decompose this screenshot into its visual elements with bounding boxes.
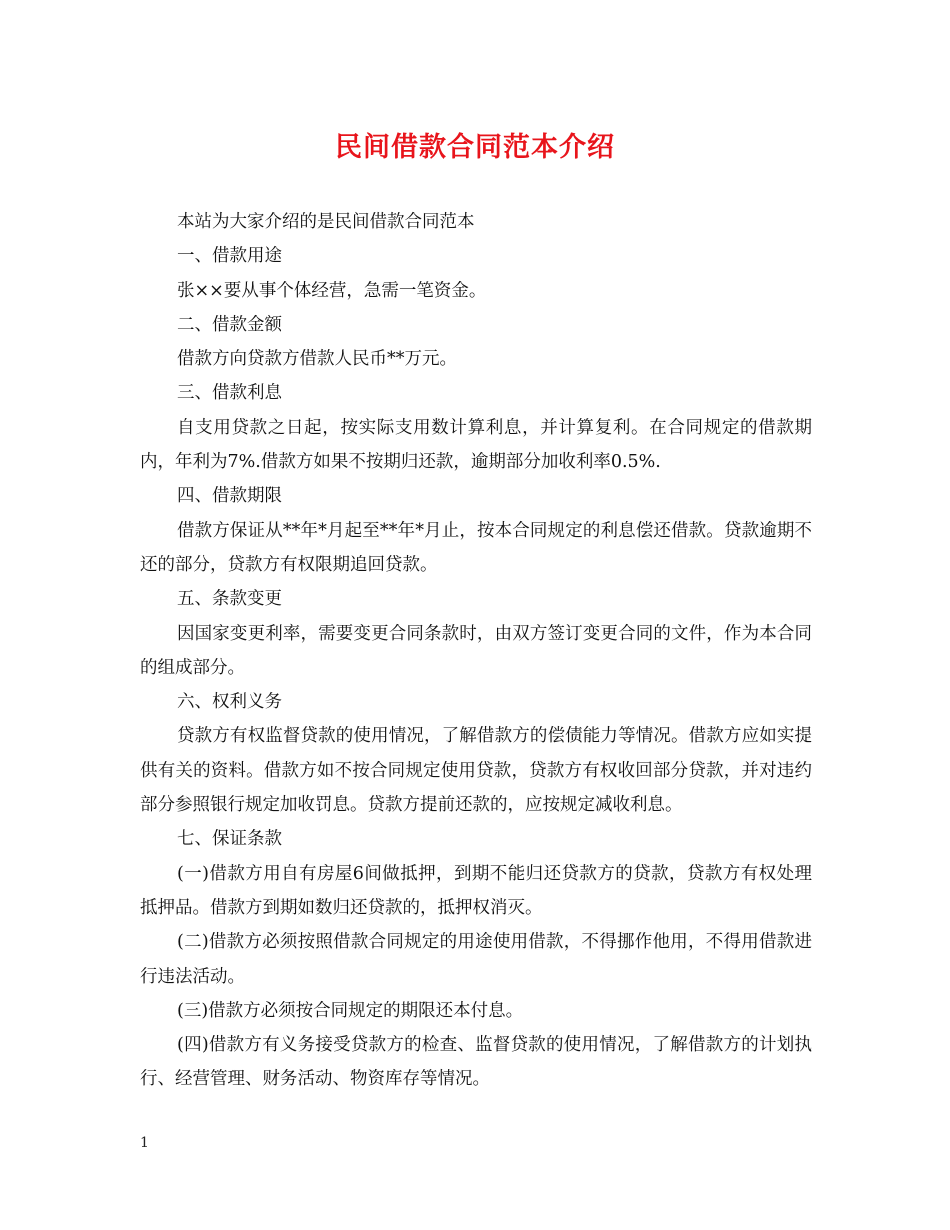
guarantee-item-3: (三)借款方必须按合同规定的期限还本付息。 [177, 1000, 524, 1021]
section-heading-rights: 六、权利义务 [177, 692, 282, 713]
paragraph-term: 借款方保证从**年*月起至**年*月止，按本合同规定的利息偿还借款。贷款逾期不还的部分，贷款方有权限期追回贷款。 [140, 520, 812, 575]
section-heading-purpose: 一、借款用途 [177, 246, 282, 267]
document-body [140, 205, 812, 1097]
paragraph-amount: 借款方向贷款方借款人民币**万元。 [177, 349, 457, 370]
guarantee-item-2: (二)借款方必须按照借款合同规定的用途使用借款，不得挪作他用，不得用借款进行违法活动。 [140, 932, 812, 987]
section-heading-amount: 二、借款金额 [177, 314, 282, 335]
page-number: 1 [140, 1135, 149, 1151]
section-heading-guarantee: 七、保证条款 [177, 829, 282, 850]
section-heading-amendment: 五、条款变更 [177, 589, 282, 610]
section-heading-term: 四、借款期限 [177, 486, 282, 507]
intro-paragraph: 本站为大家介绍的是民间借款合同范本 [177, 212, 475, 232]
guarantee-item-4: (四)借款方有义务接受贷款方的检查、监督贷款的使用情况，了解借款方的计划执行、经营管理、财务活动、物资库存等情况。 [140, 1035, 812, 1090]
paragraph-amendment: 因国家变更利率，需要变更合同条款时，由双方签订变更合同的文件，作为本合同的组成部分。 [140, 623, 812, 678]
document-title: 民间借款合同范本介绍 [335, 132, 615, 163]
paragraph-purpose: 张××要从事个体经营，急需一笔资金。 [177, 280, 487, 301]
paragraph-interest: 自支用贷款之日起，按实际支用数计算利息，并计算复利。在合同规定的借款期内，年利为7%.借款方如果不按期归还款，逾期部分加收利率0.5%. [140, 417, 812, 473]
section-heading-interest: 三、借款利息 [177, 383, 282, 404]
paragraph-rights: 贷款方有权监督贷款的使用情况，了解借款方的偿债能力等情况。借款方应如实提供有关的资料。借款方如不按合同规定使用贷款，贷款方有权收回部分贷款，并对违约部分参照银行规定加收罚息。贷款方提前还款的，应按规定减收利息。 [140, 726, 812, 816]
guarantee-item-1: (一)借款方用自有房屋6间做抵押，到期不能归还贷款方的贷款，贷款方有权处理抵押品。借款方到期如数归还贷款的，抵押权消灭。 [140, 863, 812, 918]
